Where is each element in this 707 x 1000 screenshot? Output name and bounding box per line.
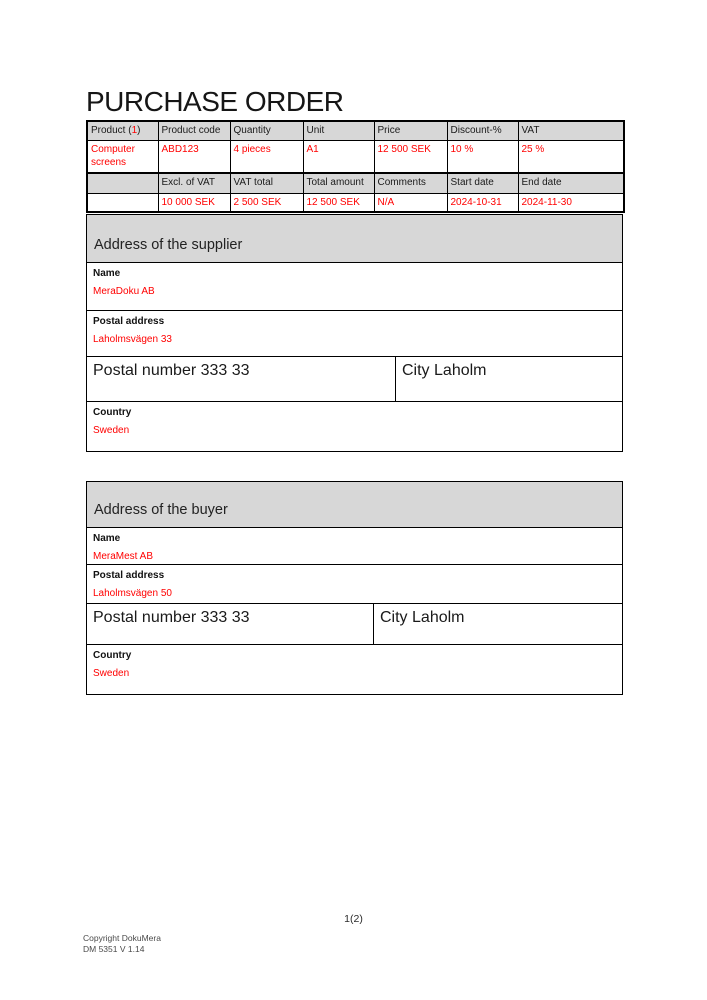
header-cell-discount: Discount-% — [447, 121, 518, 140]
header-cell-price: Price — [374, 121, 447, 140]
field-value: Laholmsvägen 33 — [93, 334, 172, 345]
supplier-section-title: Address of the supplier — [87, 215, 622, 262]
supplier-field-city — [396, 357, 622, 401]
value-cell-quantity: 4 pieces — [230, 140, 303, 173]
field-value: Laholm — [412, 609, 465, 626]
header-cell-total-amount: Total amount — [303, 173, 374, 193]
header-cell-comments: Comments — [374, 173, 447, 193]
header-cell-quantity: Quantity — [230, 121, 303, 140]
table-header-row-1 — [87, 121, 624, 140]
buyer-field-postal-number — [87, 604, 374, 644]
field-value: Laholm — [434, 362, 487, 379]
header-cell-excl-vat: Excl. of VAT — [158, 173, 230, 193]
header-cell-end-date: End date — [518, 173, 624, 193]
table-value-row-1 — [87, 140, 624, 173]
header-cell-empty — [87, 173, 158, 193]
value-cell-discount: 10 % — [447, 140, 518, 173]
buyer-address-section — [86, 481, 623, 695]
field-label: Postal number — [93, 362, 197, 379]
table-header-row-2 — [87, 173, 624, 193]
header-cell-vat: VAT — [518, 121, 624, 140]
value-cell-price: 12 500 SEK — [374, 140, 447, 173]
footer-copyright-line: Copyright DokuMera — [83, 933, 161, 943]
field-value: MeraMest AB — [93, 551, 154, 562]
header-cell-vat-total: VAT total — [230, 173, 303, 193]
supplier-field-country — [87, 401, 622, 451]
header-product-count: 1 — [131, 125, 138, 136]
page-title: PURCHASE ORDER — [86, 86, 344, 117]
buyer-field-name — [87, 527, 622, 564]
buyer-field-postal-address — [87, 564, 622, 603]
field-label: Postal address — [93, 316, 165, 327]
header-cell-unit: Unit — [303, 121, 374, 140]
value-cell-product-code: ABD123 — [158, 140, 230, 173]
header-cell-start-date: Start date — [447, 173, 518, 193]
value-cell-start-date: 2024-10-31 — [447, 193, 518, 212]
supplier-field-postal-address — [87, 310, 622, 356]
buyer-section-title: Address of the buyer — [87, 482, 622, 527]
field-label: Name — [93, 268, 121, 279]
supplier-field-postal-number — [87, 357, 396, 401]
supplier-postal-city-row — [87, 356, 622, 401]
field-value: 333 33 — [200, 362, 250, 379]
field-value: Laholmsvägen 50 — [93, 588, 172, 599]
field-label: Postal number — [93, 609, 197, 626]
header-cell-product-code: Product code — [158, 121, 230, 140]
field-label: City — [402, 362, 430, 379]
value-cell-unit: A1 — [303, 140, 374, 173]
value-cell-end-date: 2024-11-30 — [518, 193, 624, 212]
table-value-row-2 — [87, 193, 624, 212]
header-product-prefix: Product ( — [91, 125, 132, 136]
buyer-field-country — [87, 644, 622, 694]
value-cell-product: Computer screens — [87, 140, 158, 173]
buyer-postal-city-row — [87, 603, 622, 644]
field-label: Postal address — [93, 570, 165, 581]
value-cell-empty — [87, 193, 158, 212]
supplier-field-name — [87, 262, 622, 310]
field-label: Name — [93, 533, 121, 544]
value-cell-vat: 25 % — [518, 140, 624, 173]
value-cell-total-amount: 12 500 SEK — [303, 193, 374, 212]
buyer-field-city — [374, 604, 622, 644]
value-cell-comments: N/A — [374, 193, 447, 212]
field-value: 333 33 — [200, 609, 250, 626]
supplier-address-section — [86, 214, 623, 452]
value-cell-excl-vat: 10 000 SEK — [158, 193, 230, 212]
order-table — [86, 120, 625, 213]
field-value: Sweden — [93, 668, 130, 679]
field-label: Country — [93, 407, 132, 418]
footer-doc-version-line: DM 5351 V 1.14 — [83, 944, 145, 954]
field-value: MeraDoku AB — [93, 286, 155, 297]
header-product-suffix: ) — [137, 125, 141, 136]
footer — [83, 933, 161, 955]
field-value: Sweden — [93, 425, 130, 436]
field-label: City — [380, 609, 408, 626]
header-cell-product — [87, 121, 158, 140]
field-label: Country — [93, 650, 132, 661]
page-number: 1(2) — [344, 913, 363, 925]
value-cell-vat-total: 2 500 SEK — [230, 193, 303, 212]
